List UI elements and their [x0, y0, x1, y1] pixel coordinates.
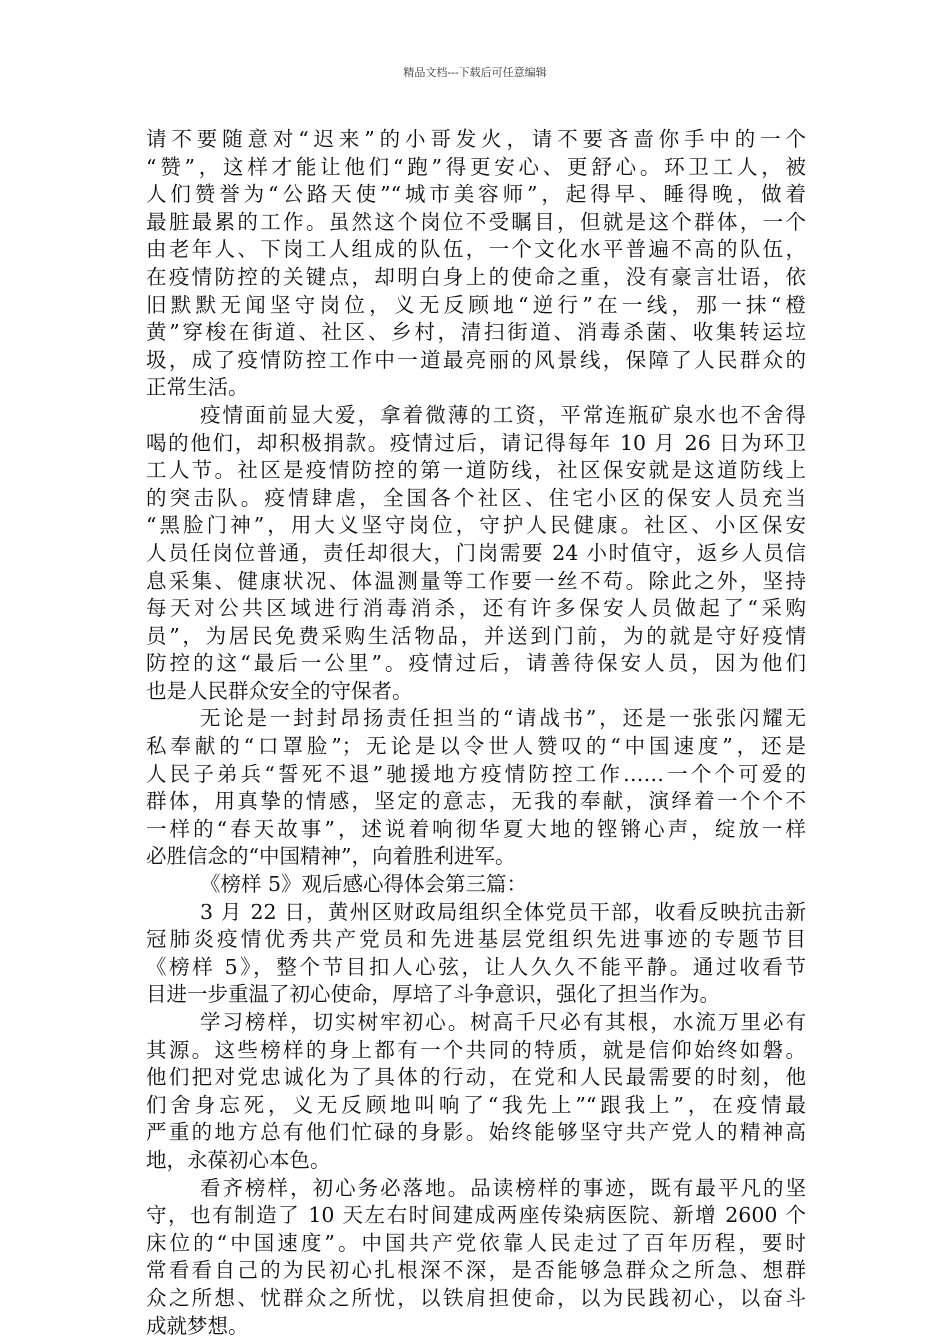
text-line: 严重的地方总有他们忙碌的身影。始终能够坚守共产党人的精神高 [146, 1120, 806, 1145]
paragraph [146, 126, 806, 402]
text-line: 疫情面前显大爱，拿着微薄的工资，平常连瓶矿泉水也不舍得 [200, 402, 806, 427]
text-line: 防控的这“最后一公里”。疫情过后，请善待保安人员，因为他们 [146, 651, 806, 676]
text-line: 在疫情防控的关键点，却明白身上的使命之重，没有豪言壮语，依 [146, 264, 806, 289]
text-line: 圾，成了疫情防控工作中一道最亮丽的风景线，保障了人民群众的 [146, 347, 806, 372]
paragraph [146, 899, 806, 1009]
text-line: 工人节。社区是疫情防控的第一道防线，社区保安就是这道防线上 [146, 458, 806, 483]
text-line: 床位的“中国速度”。中国共产党依靠人民走过了百年历程，要时 [146, 1230, 806, 1255]
text-line: 们舍身忘死，义无反顾地叫响了“我先上”“跟我上”，在疫情最 [146, 1092, 806, 1117]
text-line: 《榜样 5》观后感心得体会第三篇： [200, 872, 528, 897]
text-line: 每天对公共区域进行消毒消杀，还有许多保安人员做起了“采购 [146, 596, 806, 621]
text-line: 最脏最累的工作。虽然这个岗位不受瞩目，但就是这个群体，一个 [146, 209, 806, 234]
text-line: 必胜信念的“中国精神”，向着胜利进军。 [146, 844, 516, 869]
text-line: 无论是一封封昂扬责任担当的“请战书”，还是一张张闪耀无 [200, 706, 806, 731]
text-line: 成就梦想。 [146, 1313, 249, 1338]
section-heading [146, 871, 806, 899]
text-line: 也是人民群众安全的守保者。 [146, 678, 413, 703]
text-line: “黑脸门神”，用大义坚守岗位，守护人民健康。社区、小区保安 [146, 513, 806, 538]
text-line: 人员任岗位普通，责任却很大，门岗需要 24 小时值守，返乡人员信 [146, 540, 806, 565]
text-line: 他们把对党忠诚化为了具体的行动，在党和人民最需要的时刻，他 [146, 1065, 806, 1090]
text-line: 的突击队。疫情肆虐，全国各个社区、住宅小区的保安人员充当 [146, 485, 806, 510]
text-line: 喝的他们，却积极捐款。疫情过后，请记得每年 10 月 26 日为环卫 [146, 430, 806, 455]
paragraph [146, 1009, 806, 1175]
text-line: 黄”穿梭在街道、社区、乡村，清扫街道、消毒杀菌、收集转运垃 [146, 320, 806, 345]
text-line: 群体，用真挚的情感，坚定的意志，无我的奉献，演绎着一个个不 [146, 789, 806, 814]
text-line: 正常生活。 [146, 375, 249, 400]
text-line: 一样的“春天故事”，述说着响彻华夏大地的铿锵心声，绽放一样 [146, 816, 806, 841]
text-line: 人民子弟兵“誓死不退”驰援地方疫情防控工作……一个个可爱的 [146, 761, 806, 786]
paragraph [146, 402, 806, 706]
text-line: 地，永葆初心本色。 [146, 1147, 331, 1172]
text-line: 众之所想、忧群众之所忧，以铁肩担使命，以为民践初心，以奋斗 [146, 1285, 806, 1310]
text-line: 目进一步重温了初心使命，厚培了斗争意识，强化了担当作为。 [146, 982, 720, 1007]
text-line: 冠肺炎疫情优秀共产党员和先进基层党组织先进事迹的专题节目 [146, 927, 806, 952]
text-line: 私奉献的“口罩脸”；无论是以令世人赞叹的“中国速度”，还是 [146, 734, 806, 759]
text-line: 由老年人、下岗工人组成的队伍，一个文化水平普遍不高的队伍， [146, 237, 806, 262]
text-line: 员”，为居民免费采购生活物品，并送到门前，为的就是守好疫情 [146, 623, 806, 648]
text-line: “赞”，这样才能让他们“跑”得更安心、更舒心。环卫工人，被 [146, 154, 806, 179]
text-line: 守，也有制造了 10 天左右时间建成两座传染病医院、新增 2600 个 [146, 1203, 806, 1228]
text-line: 请不要随意对“迟来”的小哥发火，请不要吝啬你手中的一个 [146, 127, 806, 151]
text-line: 看齐榜样，初心务必落地。品读榜样的事迹，既有最平凡的坚 [200, 1175, 806, 1200]
paragraph [146, 705, 806, 871]
text-line: 息采集、健康状况、体温测量等工作要一丝不苟。除此之外，坚持 [146, 568, 806, 593]
paragraph [146, 1175, 806, 1341]
text-line: 《榜样 5》，整个节目扣人心弦，让人久久不能平静。通过收看节 [146, 954, 806, 979]
text-line: 其源。这些榜样的身上都有一个共同的特质，就是信仰始终如磐。 [146, 1037, 806, 1062]
text-line: 旧默默无闻坚守岗位，义无反顾地“逆行”在一线，那一抹“橙 [146, 292, 806, 317]
text-line: 3 月 22 日，黄州区财政局组织全体党员干部，收看反映抗击新 [200, 899, 806, 924]
text-line: 常看看自己的为民初心扎根深不深，是否能够急群众之所急、想群 [146, 1258, 806, 1283]
document-body [146, 126, 806, 1340]
text-line: 学习榜样，切实树牢初心。树高千尺必有其根，水流万里必有 [200, 1010, 806, 1034]
page-header: 精品文档---下载后可任意编辑 [403, 66, 547, 79]
text-line: 人们赞誉为“公路天使”“城市美容师”，起得早、睡得晚，做着 [146, 182, 806, 207]
